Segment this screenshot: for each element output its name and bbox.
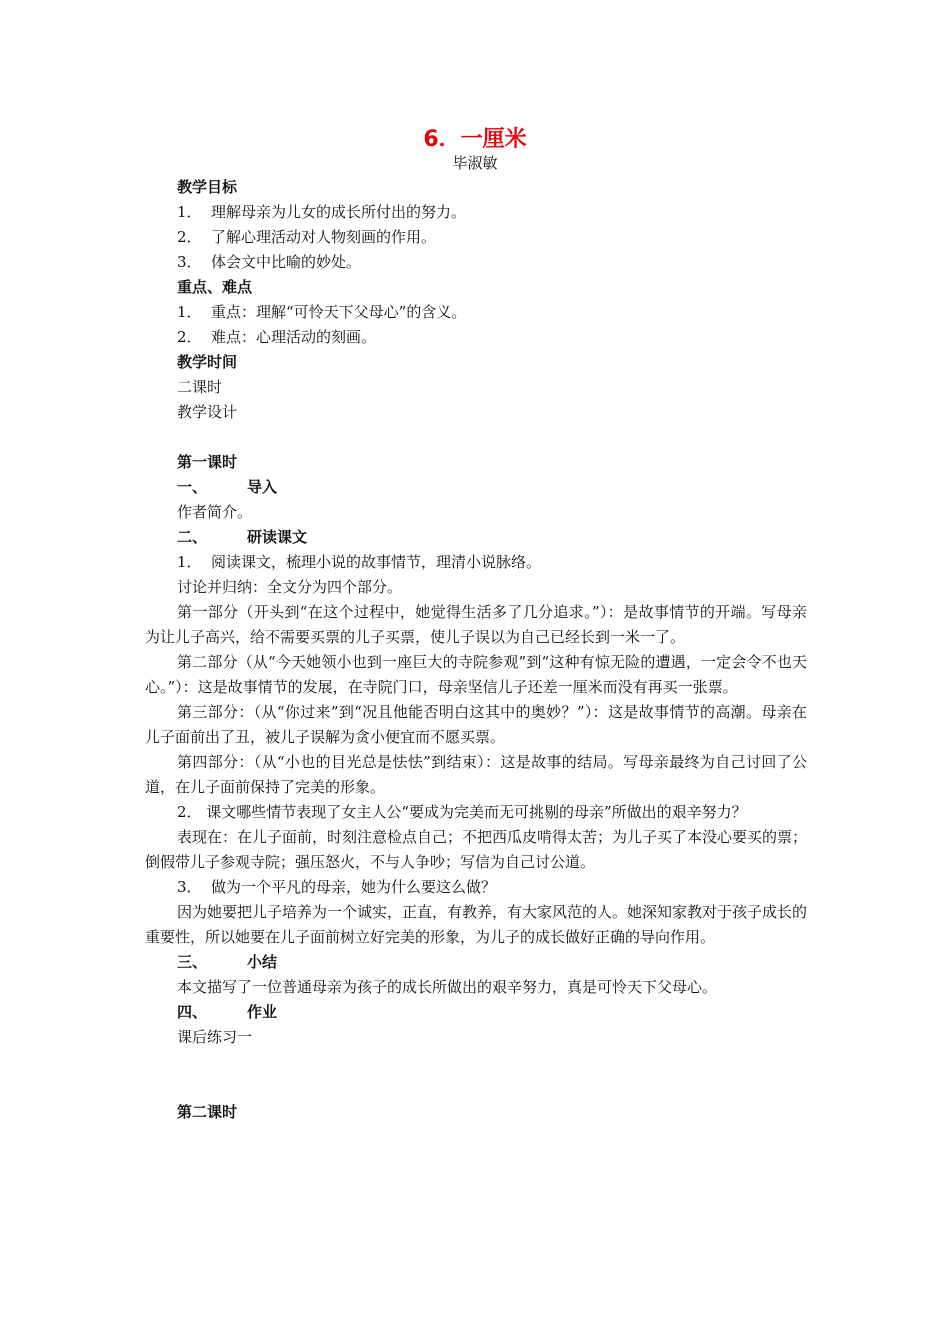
question-text: 阅读课文，梳理小说的故事情节，理清小说脉络。 (211, 553, 542, 571)
goal-num: 1． (177, 203, 202, 221)
key-point-item (145, 325, 807, 350)
section-heading (145, 950, 807, 975)
question-paragraph: 2． 课文哪些情节表现了女主人公“要成为完美而无可挑剔的母亲”所做出的艰辛努力？ (177, 803, 747, 821)
section-num: 四、 (177, 1003, 208, 1021)
section-heading (145, 475, 807, 500)
author-name: 毕淑敏 (452, 154, 498, 172)
design-label: 教学设计 (177, 403, 238, 421)
goal-num: 2． (177, 228, 202, 246)
part-paragraph: 第四部分：（从“小也的目光总是怯怯”到结束）：这是故事的结局。写母亲最终为自己讨回了公道，在儿子面前保持了完美的形象。 (145, 753, 807, 796)
section-num: 一、 (177, 478, 208, 496)
question-item (145, 550, 807, 575)
section-body: 本文描写了一位普通母亲为孩子的成长所做出的艰辛努力，真是可怜天下父母心。 (177, 978, 718, 996)
answer-paragraph: 因为她要把儿子培养为一个诚实，正直，有教养，有大家风范的人。她深知家教对于孩子成长的重要性，所以她要在儿子面前树立好完美的形象，为儿子的成长做好正确的导向作用。 (145, 903, 808, 946)
question-num: 1． (177, 553, 202, 571)
goal-item (145, 225, 807, 250)
time-value: 二课时 (177, 378, 223, 396)
section-num: 二、 (177, 528, 208, 546)
part-paragraph: 第一部分（开头到“在这个过程中，她觉得生活多了几分追求。”）：是故事情节的开端。写母亲为让儿子高兴，给不需要买票的儿子买票，使儿子误以为自己已经长到一米一了。 (145, 603, 807, 646)
lesson-plan-body (145, 175, 807, 1125)
key-point-text: 重点：理解“可怜天下父母心”的含义。 (211, 303, 467, 321)
question-item (145, 875, 807, 900)
lesson2-heading: 第二课时 (177, 1103, 238, 1121)
answer-paragraph: 表现在：在儿子面前，时刻注意检点自己；不把西瓜皮啃得太苦；为儿子买了本没心要买的票；倒假带儿子参观寺院；强压怒火，不与人争吵；写信为自己讨公道。 (145, 828, 808, 871)
key-point-item (145, 300, 807, 325)
key-points-heading: 重点、难点 (177, 278, 253, 296)
section-heading (145, 525, 807, 550)
key-point-num: 2． (177, 328, 202, 346)
goal-text: 了解心理活动对人物刻画的作用。 (211, 228, 437, 246)
goals-heading: 教学目标 (177, 178, 238, 196)
part-paragraph: 第三部分：（从“你过来”到“况且他能否明白这其中的奥妙？”）：这是故事情节的高潮。母亲在儿子面前出了丑，被儿子误解为贪小便宜而不愿买票。 (145, 703, 807, 746)
section-num: 三、 (177, 953, 208, 971)
time-heading: 教学时间 (177, 353, 238, 371)
part-paragraph: 第二部分（从“今天她领小也到一座巨大的寺院参观”到“这种有惊无险的遭遇，一定会令不也天心。”）：这是故事情节的发展，在寺院门口，母亲坚信儿子还差一厘米而没有再买一张票。 (145, 653, 807, 696)
section-title: 导入 (247, 478, 278, 496)
section-heading (145, 1000, 807, 1025)
section-title: 作业 (247, 1003, 278, 1021)
lesson-title: 6．一厘米 (423, 127, 527, 152)
goal-item (145, 250, 807, 275)
section-title: 小结 (247, 953, 278, 971)
goal-text: 理解母亲为儿女的成长所付出的努力。 (211, 203, 467, 221)
section-body: 课后练习一 (177, 1028, 253, 1046)
summary-text: 讨论并归纳：全文分为四个部分。 (177, 578, 403, 596)
key-point-text: 难点：心理活动的刻画。 (211, 328, 377, 346)
goal-num: 3． (177, 253, 202, 271)
key-point-num: 1． (177, 303, 202, 321)
lesson1-heading: 第一课时 (177, 453, 238, 471)
goal-text: 体会文中比喻的妙处。 (211, 253, 362, 271)
goal-item (145, 200, 807, 225)
section-body: 作者简介。 (177, 503, 253, 521)
section-title: 研读课文 (247, 528, 308, 546)
question-text: 做为一个平凡的母亲，她为什么要这么做？ (211, 878, 497, 896)
question-num: 3． (177, 878, 202, 896)
